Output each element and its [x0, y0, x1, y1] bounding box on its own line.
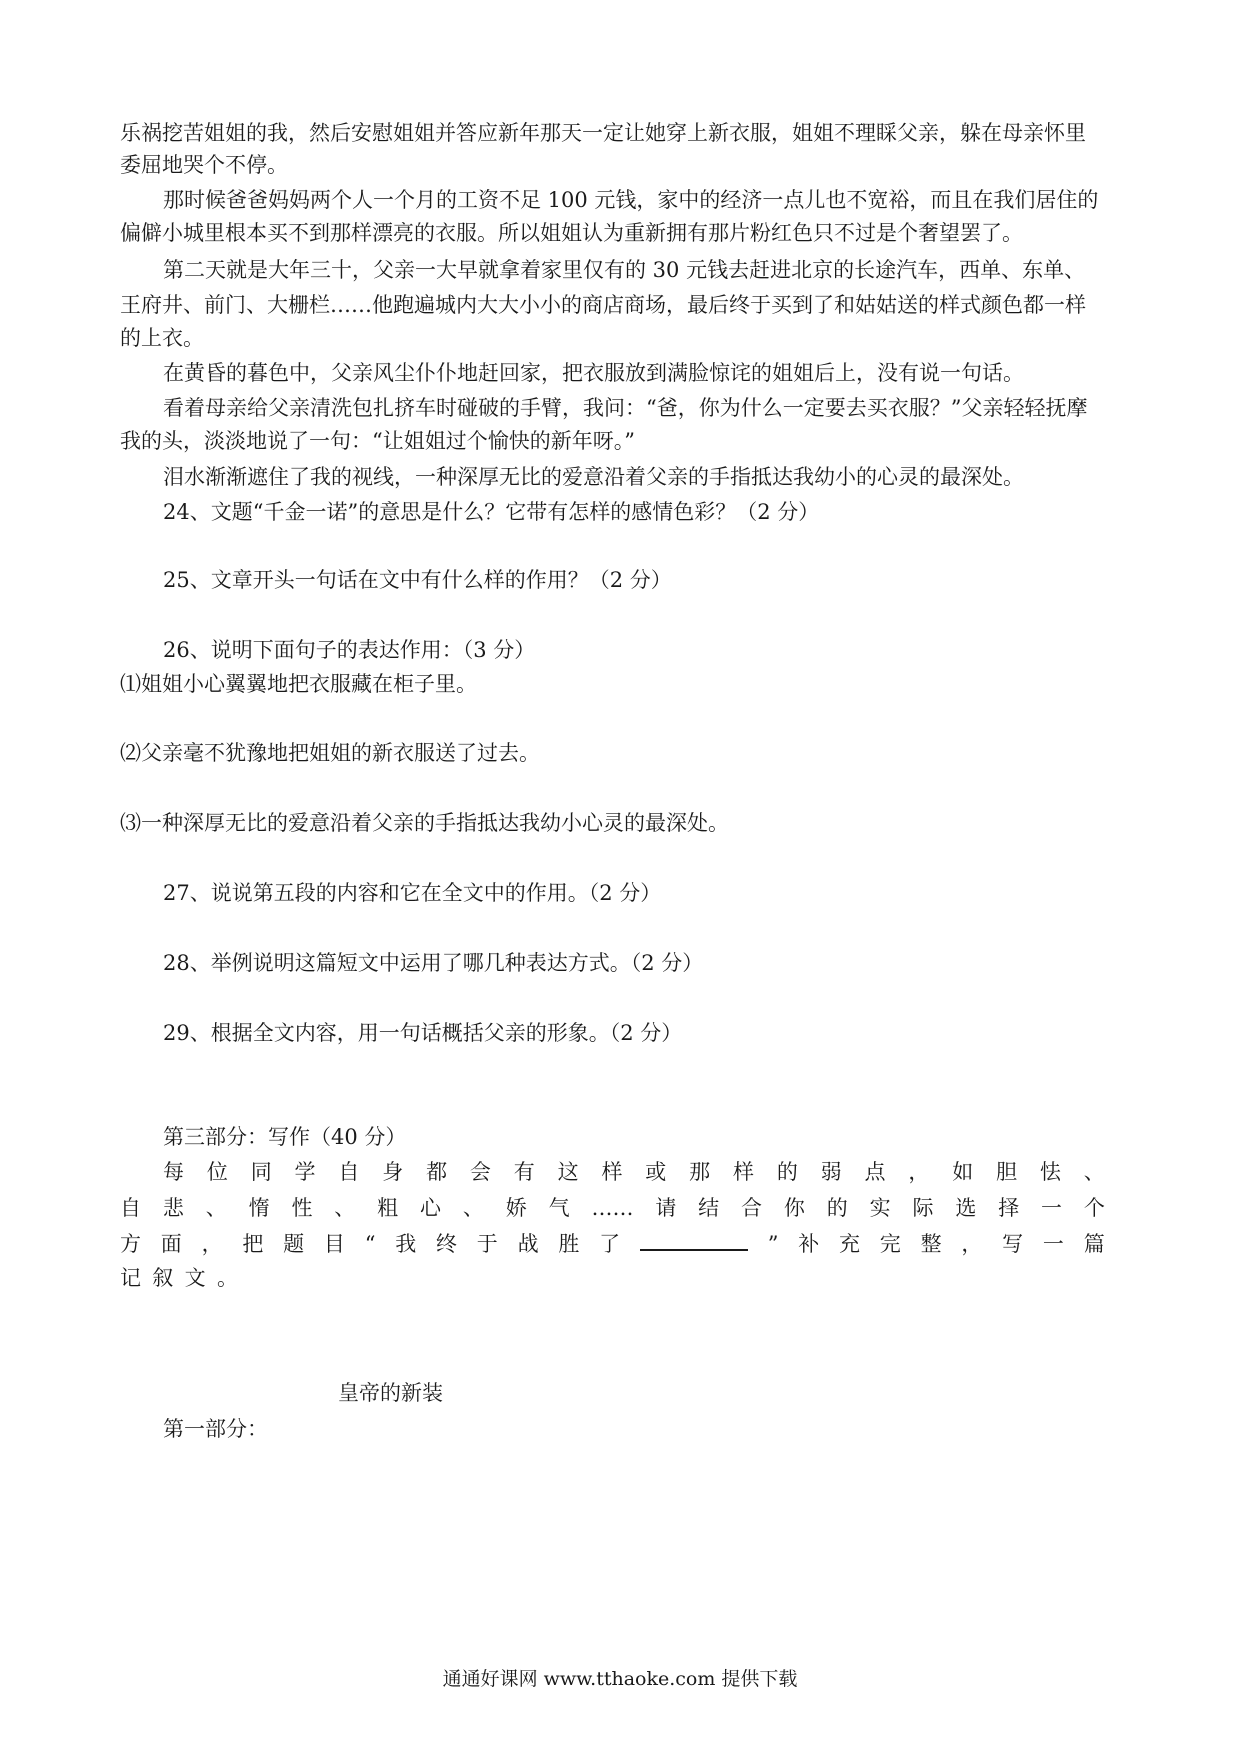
prompt-char: 写 — [1002, 1232, 1024, 1256]
prompt-char: 胜 — [558, 1232, 580, 1256]
prompt-char: 你 — [783, 1196, 805, 1220]
prompt-char: 叙 — [152, 1266, 174, 1290]
prompt-char: 这 — [557, 1160, 579, 1184]
prompt-char: 惰 — [248, 1196, 270, 1220]
prompt-char: 性 — [291, 1196, 313, 1220]
prompt-char: 每 — [163, 1160, 184, 1184]
prompt-char: ， — [201, 1232, 223, 1256]
prompt-char: 或 — [645, 1160, 667, 1184]
prompt-char: 请 — [655, 1196, 677, 1220]
prompt-char: 。 — [216, 1266, 238, 1290]
passage-line-8: 在黄昏的暮色中，父亲风尘仆仆地赶回家，把衣服放到满脸惊诧的姐姐后上，没有说一句话。 — [163, 361, 1024, 385]
prompt-char: 粗 — [377, 1196, 399, 1220]
question-29: 29、根据全文内容，用一句话概括父亲的形象。（2 分） — [163, 1021, 683, 1045]
prompt-char: 自 — [120, 1196, 141, 1220]
passage-line-3: 那时候爸爸妈妈两个人一个月的工资不足 100 元钱，家中的经济一点儿也不宽裕，而且在我们居住的 — [163, 188, 1099, 212]
prompt-char: 、 — [334, 1196, 356, 1220]
passage-line-11: 泪水渐渐遮住了我的视线，一种深厚无比的爱意沿着父亲的手指抵达我幼小的心灵的最深处。 — [163, 465, 1024, 489]
question-24: 24、文题“千金一诺”的意思是什么？它带有怎样的感情色彩？（2 分） — [163, 500, 820, 524]
prompt-char: 实 — [869, 1196, 891, 1220]
prompt-char: 怯 — [1039, 1160, 1061, 1184]
writing-prompt-row-1 — [163, 1157, 1105, 1187]
prompt-char: 如 — [952, 1160, 974, 1184]
prompt-char: 位 — [206, 1160, 228, 1184]
section-title: 皇帝的新装 — [338, 1381, 443, 1405]
prompt-char: 一 — [1041, 1196, 1063, 1220]
prompt-char: 结 — [698, 1196, 720, 1220]
passage-line-9: 看着母亲给父亲清洗包扎挤车时碰破的手臂，我问：“爸，你为什么一定要去买衣服？”父亲轻轻抚摩 — [163, 396, 1088, 420]
prompt-char: ， — [961, 1232, 983, 1256]
prompt-char: 、 — [462, 1196, 484, 1220]
passage-line-5: 第二天就是大年三十，父亲一大早就拿着家里仅有的 30 元钱去赶进北京的长途汽车，西单、东单、 — [163, 258, 1086, 282]
prompt-char: 、 — [1083, 1160, 1105, 1184]
prompt-char: 同 — [250, 1160, 272, 1184]
page-footer: 通通好课网 www.tthaoke.com 提供下载 — [442, 1668, 798, 1690]
prompt-char: 战 — [517, 1232, 539, 1256]
prompt-char: 娇 — [505, 1196, 527, 1220]
prompt-char: ， — [908, 1160, 930, 1184]
prompt-char: 一 — [1042, 1232, 1064, 1256]
prompt-char: 篇 — [1083, 1232, 1105, 1256]
prompt-char: …… — [591, 1196, 634, 1220]
prompt-char: 心 — [420, 1196, 442, 1220]
prompt-char: 胆 — [996, 1160, 1018, 1184]
prompt-char: 整 — [920, 1232, 942, 1256]
prompt-char: 的 — [826, 1196, 848, 1220]
prompt-char: 题 — [283, 1232, 305, 1256]
prompt-char: 我 — [395, 1232, 417, 1256]
prompt-char: 会 — [469, 1160, 491, 1184]
prompt-char: “ — [364, 1232, 376, 1256]
question-26: 26、说明下面句子的表达作用：（3 分） — [163, 638, 536, 662]
prompt-char: 方 — [120, 1232, 141, 1256]
passage-line-2: 委屈地哭个不停。 — [120, 153, 288, 177]
prompt-char: 悲 — [162, 1196, 184, 1220]
prompt-char: 补 — [798, 1232, 820, 1256]
passage-line-4: 偏僻小城里根本买不到那样漂亮的衣服。所以姐姐认为重新拥有那片粉红色只不过是个奢望罢了。 — [120, 221, 1023, 245]
prompt-char: 合 — [741, 1196, 763, 1220]
prompt-char: 样 — [732, 1160, 754, 1184]
prompt-char: 选 — [955, 1196, 977, 1220]
question-26-item-1: ⑴姐姐小心翼翼地把衣服藏在柜子里。 — [120, 672, 477, 696]
prompt-char: 都 — [426, 1160, 448, 1184]
prompt-char: 的 — [776, 1160, 798, 1184]
prompt-char: 终 — [436, 1232, 457, 1256]
writing-prompt-row-2 — [120, 1193, 1105, 1223]
prompt-char: 目 — [323, 1232, 345, 1256]
prompt-char: 身 — [382, 1160, 404, 1184]
prompt-char: 气 — [548, 1196, 570, 1220]
prompt-char: 际 — [912, 1196, 934, 1220]
question-25: 25、文章开头一句话在文中有什么样的作用？（2 分） — [163, 568, 672, 592]
question-27: 27、说说第五段的内容和它在全文中的作用。（2 分） — [163, 881, 662, 905]
passage-line-10: 我的头，淡淡地说了一句：“让姐姐过个愉快的新年呀。” — [120, 429, 635, 453]
question-28: 28、举例说明这篇短文中运用了哪几种表达方式。（2 分） — [163, 951, 704, 975]
question-26-item-2: ⑵父亲毫不犹豫地把姐姐的新衣服送了过去。 — [120, 741, 540, 765]
prompt-char: 自 — [338, 1160, 360, 1184]
question-26-item-3: ⑶一种深厚无比的爱意沿着父亲的手指抵达我幼小心灵的最深处。 — [120, 811, 729, 835]
writing-prompt-row-4 — [120, 1263, 238, 1293]
prompt-char: 了 — [599, 1232, 621, 1256]
prompt-char: 把 — [242, 1232, 264, 1256]
prompt-char: ” — [767, 1232, 779, 1256]
prompt-char: 充 — [839, 1232, 860, 1256]
prompt-char: 弱 — [820, 1160, 842, 1184]
prompt-char: 学 — [294, 1160, 316, 1184]
prompt-char: 点 — [864, 1160, 886, 1184]
prompt-char: 、 — [205, 1196, 227, 1220]
passage-line-1: 乐祸挖苦姐姐的我，然后安慰姐姐并答应新年那天一定让她穿上新衣服，姐姐不理睬父亲，躲在母亲怀里 — [120, 121, 1086, 145]
passage-line-7: 的上衣。 — [120, 326, 204, 350]
prompt-char: 于 — [476, 1232, 498, 1256]
prompt-char: 面 — [160, 1232, 182, 1256]
writing-heading: 第三部分：写作（40 分） — [163, 1125, 407, 1149]
writing-prompt-row-3 — [120, 1229, 1105, 1259]
title-fill-blank — [640, 1229, 748, 1251]
prompt-char: 文 — [184, 1266, 206, 1290]
prompt-char: 完 — [879, 1232, 901, 1256]
prompt-char: 记 — [120, 1266, 141, 1290]
passage-line-6: 王府井、前门、大栅栏……他跑遍城内大大小小的商店商场，最后终于买到了和姑姑送的样式颜色都一样 — [120, 293, 1086, 317]
section-part-label: 第一部分： — [163, 1417, 268, 1441]
prompt-char: 择 — [998, 1196, 1020, 1220]
prompt-char: 样 — [601, 1160, 623, 1184]
prompt-char: 那 — [689, 1160, 711, 1184]
prompt-char: 个 — [1083, 1196, 1105, 1220]
prompt-char: 有 — [513, 1160, 535, 1184]
